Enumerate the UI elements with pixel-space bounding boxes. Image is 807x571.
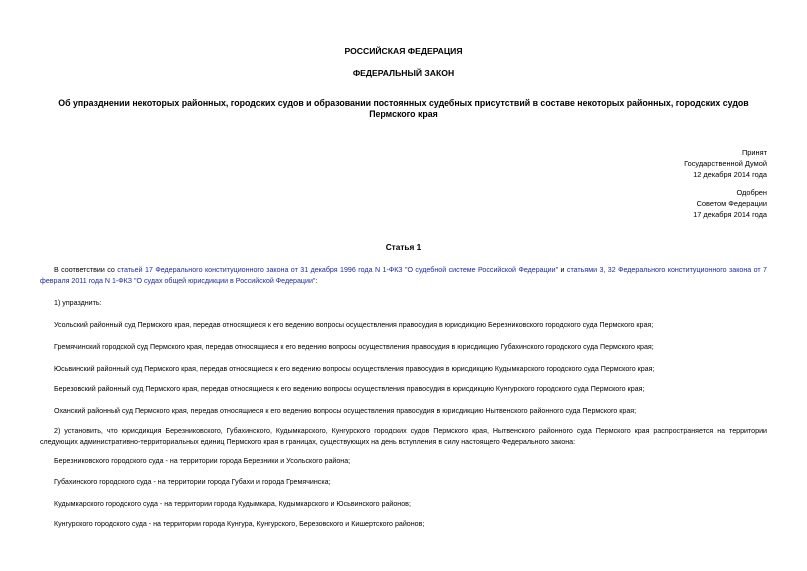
approved-label: Одобрен [736, 188, 767, 197]
approved-body: Советом Федерации [696, 199, 767, 208]
abolish-item: Оханский районный суд Пермского края, передав относящиеся к его ведению вопросы осуществления правосудия в юрисдикцию Нытвенского районного суда Пермского края; [54, 407, 637, 415]
jurisdiction-item: Березниковского городского суда - на территории города Березники и Усольского района; [54, 457, 351, 465]
intro-text-3: : [315, 276, 318, 285]
intro-paragraph [40, 265, 767, 286]
accepted-date: 12 декабря 2014 года [693, 170, 767, 179]
law-type-heading: ФЕДЕРАЛЬНЫЙ ЗАКОН [352, 68, 455, 78]
item-2: 2) установить, что юрисдикция Березниковского, Губахинского, Кудымкарского, Кунгурского городских судов Пермского края, Нытвенского районного суда Пермского края распространяется на территории следующих административно-территориальных единиц Пермского края в границах, существующих на день вступления в силу настоящего Федерального закона: [40, 427, 767, 446]
item-1: 1) упразднить: [54, 299, 102, 307]
law-link-2[interactable]: статьями 3, 32 Федерального конституционного закона от 7 февраля 2011 года N 1-ФКЗ "О судах общей юрисдикции в Российской Федерации" [40, 266, 767, 285]
intro-text-2: и [558, 266, 567, 274]
jurisdiction-item: Кудымкарского городского суда - на территории города Кудымкара, Кудымкарского и Юсьвинского районов; [54, 500, 411, 508]
intro-text-1: В соответствии со [54, 266, 118, 274]
article-title: Статья 1 [385, 242, 422, 252]
jurisdiction-item: Губахинского городского суда - на территории города Губахи и города Гремячинска; [54, 478, 331, 486]
law-link-1[interactable]: статьей 17 Федерального конституционного закона от 31 декабря 1996 года N 1-ФКЗ "О судебной системе Российской Федерации" [117, 266, 559, 274]
accepted-block [684, 147, 767, 180]
accepted-body: Государственной Думой [684, 159, 767, 168]
jurisdiction-item: Кунгурского городского суда - на территории города Кунгура, Кунгурского, Березовского и Кишертского районов; [54, 520, 425, 528]
abolish-item: Березовский районный суд Пермского края, передав относящиеся к его ведению вопросы осуществления правосудия в юрисдикцию Кунгурского городского суда Пермского края; [54, 385, 645, 393]
abolish-item: Юсьвинский районный суд Пермского края, передав относящиеся к его ведению вопросы осуществления правосудия в юрисдикцию Кудымкарского городского суда Пермского края; [54, 365, 655, 373]
country-heading: РОССИЙСКАЯ ФЕДЕРАЦИЯ [344, 46, 463, 56]
abolish-item: Гремячинский городской суд Пермского края, передав относящиеся к его ведению вопросы осуществления правосудия в юрисдикцию Губахинского городского суда Пермского края; [54, 343, 654, 351]
abolish-item: Усольский районный суд Пермского края, передав относящиеся к его ведению вопросы осуществления правосудия в юрисдикцию Березниковского городского суда Пермского края; [54, 321, 654, 329]
approved-block [693, 187, 767, 220]
accepted-label: Принят [741, 148, 767, 157]
approved-date: 17 декабря 2014 года [693, 210, 767, 219]
law-title: Об упразднении некоторых районных, городских судов и образовании постоянных судебных присутствий в составе некоторых районных, городских судов Пермского края [58, 98, 749, 119]
